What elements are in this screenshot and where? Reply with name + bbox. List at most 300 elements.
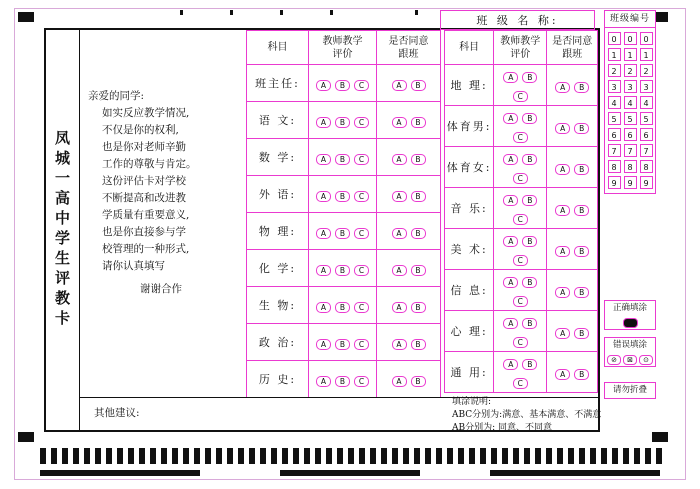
follow-bubbles[interactable] [377,176,441,213]
bubble-eval-a[interactable]: A [316,117,331,128]
eval-bubbles[interactable] [494,188,547,229]
timing-tick [634,448,640,464]
intro-line: 工作的尊敬与肯定。 [102,158,197,170]
intro-line: 这份评估卡对学校 [102,175,186,187]
fill-instructions-line2: AB分别为: 同意、不同意 [452,423,553,433]
timing-tick [271,448,277,464]
bubble-follow-a[interactable]: A [392,339,407,350]
intro-line: 也是你对老师辛勤 [102,141,186,153]
timing-tick [612,448,618,464]
class-number-bubble[interactable]: 5 [608,112,621,125]
follow-bubbles[interactable] [377,65,441,102]
bubble-follow-b[interactable]: B [574,287,589,298]
subject-name: 体育女: [445,147,494,188]
bubble-eval-c[interactable]: C [513,378,528,389]
top-registration-tick [415,10,418,15]
eval-bubbles[interactable] [494,352,547,393]
timing-tick [282,448,288,464]
bubble-follow-b[interactable]: B [411,228,426,239]
bubble-follow-b[interactable]: B [574,328,589,339]
class-number-bubble[interactable]: 6 [608,128,621,141]
timing-tick [304,448,310,464]
bubble-eval-b[interactable]: B [335,339,350,350]
top-registration-tick [330,10,333,15]
eval-bubbles[interactable] [494,65,547,106]
top-registration-tick [280,10,283,15]
class-number-bubble[interactable]: 0 [640,32,653,45]
class-number-bubble[interactable]: 3 [608,80,621,93]
bubble-eval-c[interactable]: C [513,214,528,225]
bubble-eval-a[interactable]: A [503,154,518,165]
bubble-eval-b[interactable]: B [522,195,537,206]
timing-tick [381,448,387,464]
bubble-follow-a[interactable]: A [392,376,407,387]
wrong-fill-mark: ⊠ [623,355,637,365]
subject-name: 音 乐: [445,188,494,229]
bubble-eval-b[interactable]: B [522,318,537,329]
timing-tick [106,448,112,464]
timing-tick [150,448,156,464]
follow-bubbles[interactable] [377,139,441,176]
table-row [445,106,598,147]
follow-bubbles[interactable] [377,361,441,398]
class-number-bubble[interactable]: 1 [624,48,637,61]
timing-track-gap [200,470,280,476]
class-number-bubble[interactable]: 8 [608,160,621,173]
table-row [247,250,441,287]
table-row [445,311,598,352]
no-fold-label: 请勿折叠 [612,385,647,395]
bubble-follow-b[interactable]: B [411,339,426,350]
subject-name: 体育男: [445,106,494,147]
subject-table-left [246,30,441,398]
header-subject: 科目 [247,31,309,65]
timing-tick [128,448,134,464]
subject-name: 美 术: [445,229,494,270]
header-subject: 科目 [445,31,494,65]
follow-bubbles[interactable] [547,229,598,270]
timing-tick [392,448,398,464]
table-row [247,65,441,102]
bubble-eval-b[interactable]: B [335,302,350,313]
eval-bubbles[interactable] [309,213,377,250]
bubble-eval-b[interactable]: B [335,376,350,387]
follow-bubbles[interactable] [377,213,441,250]
timing-tick [535,448,541,464]
other-suggestion-label: 其他建议: [94,407,140,419]
intro-greeting: 亲爱的同学: [88,90,145,102]
follow-bubbles[interactable] [547,65,598,106]
bubble-follow-b[interactable]: B [411,376,426,387]
header-teaching-eval: 教师教学 评价 [309,31,377,65]
timing-tick [183,448,189,464]
eval-bubbles[interactable] [309,361,377,398]
timing-tick [62,448,68,464]
timing-tick [601,448,607,464]
timing-track-gap [420,470,490,476]
bubble-follow-a[interactable]: A [555,328,570,339]
fill-instructions-line1: ABC分别为:满意、基本满意、不满意 [452,410,602,420]
wrong-fill-mark: ⊘ [607,355,621,365]
bubble-eval-b[interactable]: B [335,265,350,276]
subject-name: 地 理: [445,65,494,106]
eval-bubbles[interactable] [309,102,377,139]
bubble-eval-a[interactable]: A [316,265,331,276]
bubble-eval-a[interactable]: A [316,154,331,165]
bubble-follow-a[interactable]: A [555,82,570,93]
table-row [247,139,441,176]
bubble-eval-c[interactable]: C [354,191,369,202]
subject-table-right [444,30,598,393]
class-number-bubble[interactable]: 6 [640,128,653,141]
timing-tick [568,448,574,464]
timing-tick [645,448,651,464]
follow-bubbles[interactable] [547,311,598,352]
vertical-title-text: 凤城一高中学生评教卡 [53,130,71,330]
timing-tick [216,448,222,464]
class-number-bubble[interactable]: 6 [624,128,637,141]
table-row [445,352,598,393]
wrong-fill-mark: ⊙ [639,355,653,365]
bubble-follow-b[interactable]: B [574,123,589,134]
bubble-eval-c[interactable]: C [354,117,369,128]
fill-instructions-title: 填涂说明: [452,397,492,407]
bubble-eval-a[interactable]: A [503,113,518,124]
bubble-follow-b[interactable]: B [574,205,589,216]
table-row [247,213,441,250]
legend-wrong-label: 错误填涂 [612,340,647,350]
bubble-follow-a[interactable]: A [392,228,407,239]
intro-line: 请你认真填写 [102,260,165,272]
timing-tick [370,448,376,464]
class-number-row [605,126,655,142]
timing-tick [436,448,442,464]
bubble-eval-c[interactable]: C [354,339,369,350]
follow-bubbles[interactable] [547,352,598,393]
class-number-bubble[interactable]: 0 [608,32,621,45]
corner-mark-bottom-left [18,432,34,442]
bubble-follow-a[interactable]: A [392,265,407,276]
bubble-eval-c[interactable]: C [513,173,528,184]
bubble-eval-c[interactable]: C [354,302,369,313]
bubble-follow-a[interactable]: A [392,80,407,91]
table-row [445,147,598,188]
timing-tick [73,448,79,464]
class-number-row [605,174,655,190]
follow-bubbles[interactable] [377,250,441,287]
subject-name: 外 语: [247,176,309,213]
timing-tick [249,448,255,464]
bubble-eval-c[interactable]: C [513,255,528,266]
timing-tick [425,448,431,464]
timing-track-base [40,470,660,476]
eval-bubbles[interactable] [494,229,547,270]
timing-tick [315,448,321,464]
bubble-eval-b[interactable]: B [335,191,350,202]
eval-bubbles[interactable] [309,65,377,102]
class-number-grid[interactable] [604,10,656,194]
bubble-follow-a[interactable]: A [392,154,407,165]
bubble-eval-c[interactable]: C [354,228,369,239]
correct-fill-icon [605,316,655,329]
header-agree-follow: 是否同意 跟班 [547,31,598,65]
bubble-eval-a[interactable]: A [503,72,518,83]
follow-bubbles[interactable] [377,102,441,139]
bubble-eval-c[interactable]: C [354,154,369,165]
class-number-bubble[interactable]: 4 [608,96,621,109]
divider [80,397,598,398]
legend-no-fold [604,382,656,399]
bubble-eval-a[interactable]: A [316,376,331,387]
timing-tick [227,448,233,464]
bubble-eval-a[interactable]: A [503,236,518,247]
timing-tick [117,448,123,464]
class-number-row [605,94,655,110]
eval-bubbles[interactable] [309,250,377,287]
class-number-row [605,110,655,126]
timing-tick [238,448,244,464]
header-agree-follow: 是否同意 跟班 [377,31,441,65]
class-number-bubble[interactable]: 2 [640,64,653,77]
bubble-follow-b[interactable]: B [411,265,426,276]
intro-line: 如实反应教学情况, [102,107,190,119]
subject-name: 信 息: [445,270,494,311]
corner-mark-top-left [18,12,34,22]
bubble-eval-c[interactable]: C [513,337,528,348]
subject-name: 历 史: [247,361,309,398]
bubble-follow-b[interactable]: B [574,82,589,93]
class-number-bubble[interactable]: 9 [640,176,653,189]
eval-bubbles[interactable] [494,270,547,311]
class-number-row [605,142,655,158]
eval-bubbles[interactable] [494,147,547,188]
bubble-follow-b[interactable]: B [411,154,426,165]
subject-name: 生 物: [247,287,309,324]
timing-tick [194,448,200,464]
class-number-bubble[interactable]: 9 [608,176,621,189]
top-registration-tick [180,10,183,15]
legend-correct-fill [604,300,656,330]
bubble-follow-b[interactable]: B [411,117,426,128]
bubble-eval-b[interactable]: B [522,72,537,83]
top-registration-tick [230,10,233,15]
intro-line: 也是你直接参与学 [102,226,186,238]
timing-tick [293,448,299,464]
bubble-follow-a[interactable]: A [555,287,570,298]
class-name-field[interactable] [440,10,595,30]
class-number-bubble[interactable]: 0 [624,32,637,45]
timing-tick [172,448,178,464]
bubble-follow-b[interactable]: B [411,80,426,91]
class-number-bubble[interactable]: 7 [608,144,621,157]
class-number-bubble[interactable]: 2 [608,64,621,77]
legend-wrong-fill [604,337,656,367]
follow-bubbles[interactable] [547,188,598,229]
class-number-bubble[interactable]: 8 [640,160,653,173]
timing-tick [469,448,475,464]
timing-tick [403,448,409,464]
bubble-follow-b[interactable]: B [411,191,426,202]
bubble-eval-a[interactable]: A [316,302,331,313]
bubble-eval-c[interactable]: C [513,91,528,102]
timing-tick [546,448,552,464]
timing-tick [359,448,365,464]
bubble-eval-b[interactable]: B [522,277,537,288]
subject-name: 语 文: [247,102,309,139]
timing-tick [348,448,354,464]
bubble-follow-b[interactable]: B [574,246,589,257]
table-row [445,270,598,311]
class-number-bubble[interactable]: 7 [640,144,653,157]
intro-thanks: 谢谢合作 [140,283,182,295]
intro-line: 校管理的一种形式, [102,243,190,255]
follow-bubbles[interactable] [547,106,598,147]
timing-tick [40,448,46,464]
bubble-eval-b[interactable]: B [335,154,350,165]
timing-tick [260,448,266,464]
follow-bubbles[interactable] [377,287,441,324]
eval-bubbles[interactable] [309,287,377,324]
class-number-bubble[interactable]: 5 [640,112,653,125]
bubble-follow-a[interactable]: A [555,205,570,216]
timing-tick [557,448,563,464]
follow-bubbles[interactable] [547,147,598,188]
class-number-bubble[interactable]: 9 [624,176,637,189]
class-number-row [605,62,655,78]
class-number-bubble[interactable]: 2 [624,64,637,77]
bubble-follow-a[interactable]: A [392,302,407,313]
bubble-eval-a[interactable]: A [316,228,331,239]
timing-tick [590,448,596,464]
bubble-eval-a[interactable]: A [316,80,331,91]
timing-tick [502,448,508,464]
bubble-follow-a[interactable]: A [392,117,407,128]
bubble-eval-b[interactable]: B [335,228,350,239]
bubble-follow-a[interactable]: A [555,123,570,134]
eval-bubbles[interactable] [494,311,547,352]
vertical-title [46,30,80,430]
class-number-bubble[interactable]: 3 [624,80,637,93]
class-number-bubble[interactable]: 7 [624,144,637,157]
bubble-eval-a[interactable]: A [316,339,331,350]
class-number-row [605,78,655,94]
intro-letter [88,88,238,298]
class-number-bubble[interactable]: 3 [640,80,653,93]
corner-mark-bottom-right [652,432,668,442]
class-number-bubble[interactable]: 8 [624,160,637,173]
table-row [445,65,598,106]
bubble-eval-c[interactable]: C [354,265,369,276]
class-number-bubble[interactable]: 1 [640,48,653,61]
timing-tick [326,448,332,464]
subject-name: 化 学: [247,250,309,287]
eval-bubbles[interactable] [309,139,377,176]
timing-tick [447,448,453,464]
bubble-eval-a[interactable]: A [503,277,518,288]
main-card [44,28,600,432]
subject-name: 班主任: [247,65,309,102]
eval-bubbles[interactable] [309,176,377,213]
subject-name: 数 学: [247,139,309,176]
wrong-fill-icons [605,353,655,366]
bubble-eval-b[interactable]: B [522,236,537,247]
bubble-eval-a[interactable]: A [316,191,331,202]
bubble-follow-a[interactable]: A [392,191,407,202]
bubble-follow-a[interactable]: A [555,246,570,257]
bubble-eval-c[interactable]: C [513,132,528,143]
intro-line: 学质量有重要意义, [102,209,190,221]
timing-tick [524,448,530,464]
bubble-follow-a[interactable]: A [555,369,570,380]
class-number-bubble[interactable]: 1 [608,48,621,61]
table-row [247,361,441,398]
bubble-eval-c[interactable]: C [354,80,369,91]
header-teaching-eval: 教师教学 评价 [494,31,547,65]
subject-name: 物 理: [247,213,309,250]
table-row [445,188,598,229]
class-number-row [605,30,655,46]
eval-bubbles[interactable] [309,324,377,361]
table-row [445,229,598,270]
bubble-follow-b[interactable]: B [574,369,589,380]
table-row [247,287,441,324]
class-number-row [605,46,655,62]
subject-name: 通 用: [445,352,494,393]
eval-bubbles[interactable] [494,106,547,147]
bubble-follow-b[interactable]: B [574,164,589,175]
table-row [247,324,441,361]
timing-tick [51,448,57,464]
timing-tick [139,448,145,464]
class-number-bubble[interactable]: 4 [640,96,653,109]
intro-line: 不仅是你的权利, [102,124,179,136]
timing-tick [84,448,90,464]
follow-bubbles[interactable] [377,324,441,361]
table-row [247,102,441,139]
bubble-follow-a[interactable]: A [555,164,570,175]
timing-tick [458,448,464,464]
fill-instructions [452,396,632,435]
bubble-eval-a[interactable]: A [503,318,518,329]
timing-tick [480,448,486,464]
subject-name: 政 治: [247,324,309,361]
class-number-row [605,158,655,174]
subject-name: 心 理: [445,311,494,352]
class-number-title: 班级编号 [605,11,655,28]
bubble-eval-c[interactable]: C [354,376,369,387]
legend-correct-label: 正确填涂 [612,303,647,313]
follow-bubbles[interactable] [547,270,598,311]
bubble-eval-b[interactable]: B [522,359,537,370]
class-number-bubble[interactable]: 5 [624,112,637,125]
bubble-eval-a[interactable]: A [503,359,518,370]
bubble-eval-b[interactable]: B [335,117,350,128]
timing-tick [414,448,420,464]
timing-tick [491,448,497,464]
class-number-bubble[interactable]: 4 [624,96,637,109]
bubble-eval-b[interactable]: B [522,113,537,124]
bubble-follow-b[interactable]: B [411,302,426,313]
timing-tick [513,448,519,464]
timing-tick [337,448,343,464]
bubble-eval-b[interactable]: B [335,80,350,91]
bubble-eval-b[interactable]: B [522,154,537,165]
bubble-eval-c[interactable]: C [513,296,528,307]
bubble-eval-a[interactable]: A [503,195,518,206]
timing-tick [205,448,211,464]
timing-tick [623,448,629,464]
timing-tick [656,448,662,464]
